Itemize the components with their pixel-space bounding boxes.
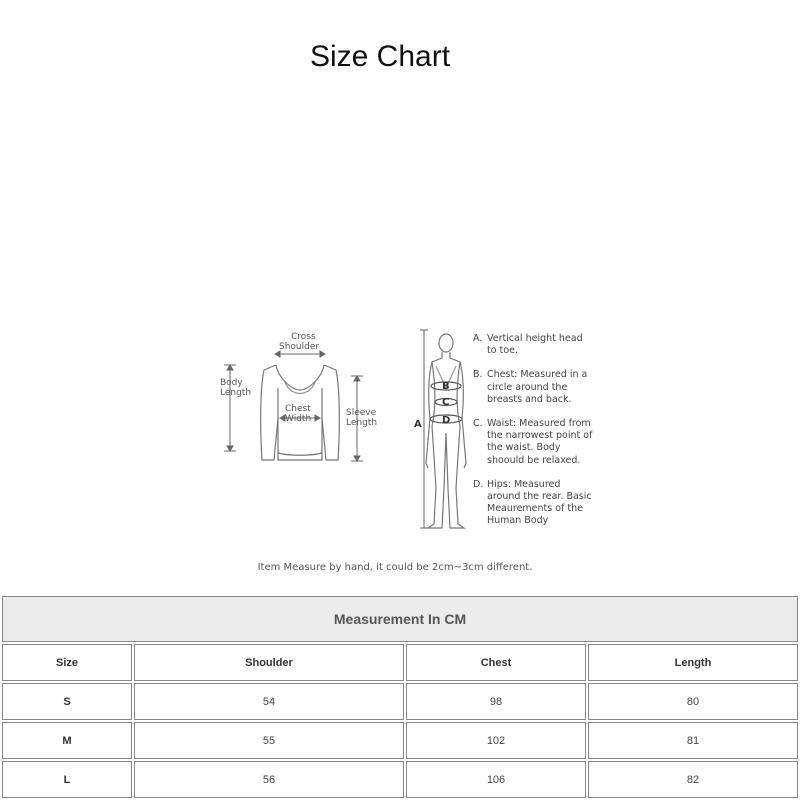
note-key: D. [473,478,484,490]
length-cell: 82 [588,761,798,798]
note-text: Hips: Measured around the rear. Basic Meaurements of the Human Body [487,478,592,527]
table-row [2,761,798,798]
note-text: Waist: Measured from the narrowest point of the waist. Body shoould be relaxed. [487,418,593,466]
measure-disclaimer: Item Measure by hand, it could be 2cm~3cm different. [257,562,533,573]
size-cell: M [2,722,132,759]
table-row [2,722,798,759]
note-key: A. [473,333,483,344]
note-text: Vertical height head to toe. [487,333,583,357]
cross-shoulder-label-1: Cross [291,332,316,342]
size-table [0,594,800,800]
shoulder-cell: 54 [134,683,404,720]
length-cell: 81 [588,722,798,759]
header-length: Length [588,644,798,681]
body-length-label-2: Length [220,388,252,398]
chest-cell: 106 [406,761,586,798]
sleeve-length-label-1: Sleeve [346,408,377,418]
note-d [473,479,593,528]
marker-b: B [442,381,450,392]
cross-shoulder-label-2: Shoulder [279,342,320,352]
length-cell: 80 [588,683,798,720]
note-key: C. [473,418,483,430]
chest-width-label-2: Width [285,414,312,424]
marker-d: D [442,415,451,426]
shoulder-cell: 56 [134,761,404,798]
header-chest: Chest [406,644,586,681]
header-size: Size [2,644,132,681]
chest-cell: 98 [406,683,586,720]
chest-cell: 102 [406,722,586,759]
measurement-notes [473,333,593,540]
note-c [473,418,593,467]
page-title: Size Chart [309,40,451,73]
marker-c: C [442,397,450,408]
shoulder-cell: 55 [134,722,404,759]
table-caption: Measurement In CM [2,596,798,642]
note-key: B. [473,369,483,381]
human-body-illustration [426,334,466,528]
sleeve-length-label-2: Length [346,418,378,428]
note-b [473,369,593,406]
size-cell: L [2,761,132,798]
table-row [2,683,798,720]
header-shoulder: Shoulder [134,644,404,681]
chest-width-label-1: Chest [285,404,311,414]
note-text: Chest: Measured in a circle around the breasts and back. [487,369,588,405]
size-cell: S [2,683,132,720]
body-length-label-1: Body [220,378,243,388]
marker-a: A [414,419,422,430]
note-a [473,333,593,357]
